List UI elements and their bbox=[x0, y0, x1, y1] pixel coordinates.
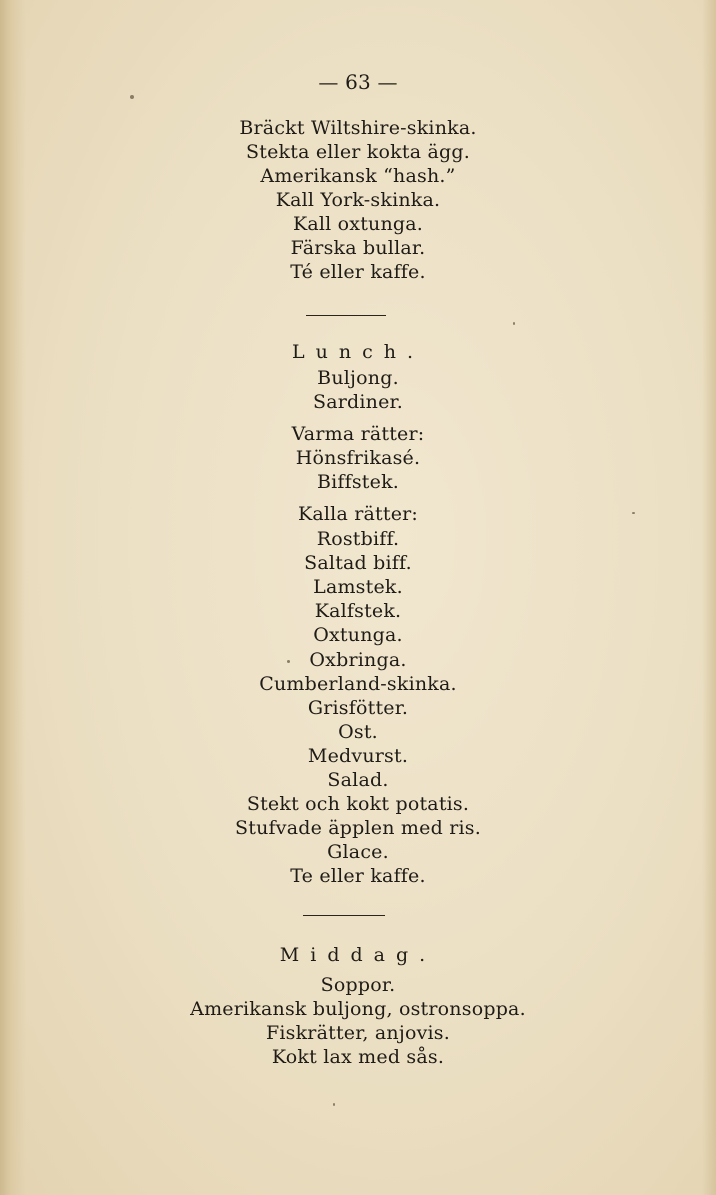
breakfast-item: Stekta eller kokta ägg. bbox=[246, 141, 470, 163]
section-divider bbox=[306, 315, 386, 316]
cold-dish-item: Medvurst. bbox=[307, 745, 409, 767]
breakfast-item: Bräckt Wiltshire-skinka. bbox=[239, 117, 477, 139]
paper-speck bbox=[333, 1103, 335, 1106]
paper-speck bbox=[513, 322, 515, 325]
paper-speck bbox=[287, 660, 290, 663]
cold-dish-item: Stekt och kokt potatis. bbox=[246, 793, 470, 815]
dinner-heading: Middag. bbox=[279, 944, 437, 966]
cold-dish-item: Kalfstek. bbox=[314, 600, 402, 622]
cold-dish-item: Oxbringa. bbox=[309, 649, 407, 671]
dinner-item: Amerikansk buljong, ostronsoppa. bbox=[190, 998, 526, 1020]
warm-dishes-heading: Varma rätter: bbox=[291, 423, 425, 445]
cold-dish-item: Cumberland-skinka. bbox=[259, 673, 457, 695]
dinner-item: Soppor. bbox=[320, 974, 396, 996]
breakfast-item: Kall oxtunga. bbox=[292, 213, 424, 235]
cold-dish-item: Te eller kaffe. bbox=[290, 865, 426, 887]
page-number: — 63 — bbox=[318, 70, 398, 94]
lunch-item: Sardiner. bbox=[313, 391, 403, 413]
warm-dish-item: Hönsfrikasé. bbox=[295, 447, 421, 469]
cold-dish-item: Oxtunga. bbox=[313, 624, 403, 646]
cold-dishes-heading: Kalla rätter: bbox=[297, 503, 419, 525]
cold-dish-item: Grisfötter. bbox=[307, 697, 409, 719]
paper-speck bbox=[632, 512, 635, 514]
warm-dish-item: Biffstek. bbox=[316, 471, 400, 493]
dinner-item: Kokt lax med sås. bbox=[271, 1046, 445, 1068]
breakfast-item: Kall York-skinka. bbox=[275, 189, 441, 211]
breakfast-item: Färska bullar. bbox=[290, 237, 426, 259]
cold-dish-item: Glace. bbox=[327, 841, 389, 863]
cold-dish-item: Saltad biff. bbox=[304, 552, 412, 574]
cold-dish-item: Stufvade äpplen med ris. bbox=[235, 817, 481, 839]
breakfast-item: Té eller kaffe. bbox=[290, 261, 426, 283]
lunch-item: Buljong. bbox=[317, 367, 399, 389]
cold-dish-item: Lamstek. bbox=[313, 576, 403, 598]
dinner-item: Fiskrätter, anjovis. bbox=[265, 1022, 451, 1044]
paper-speck bbox=[130, 95, 134, 99]
section-divider bbox=[303, 915, 385, 916]
cold-dish-item: Ost. bbox=[338, 721, 378, 743]
lunch-heading: Lunch. bbox=[291, 341, 424, 363]
cold-dish-item: Rostbiff. bbox=[316, 528, 400, 550]
cold-dish-item: Salad. bbox=[327, 769, 389, 791]
breakfast-item: Amerikansk “hash.” bbox=[260, 165, 456, 187]
